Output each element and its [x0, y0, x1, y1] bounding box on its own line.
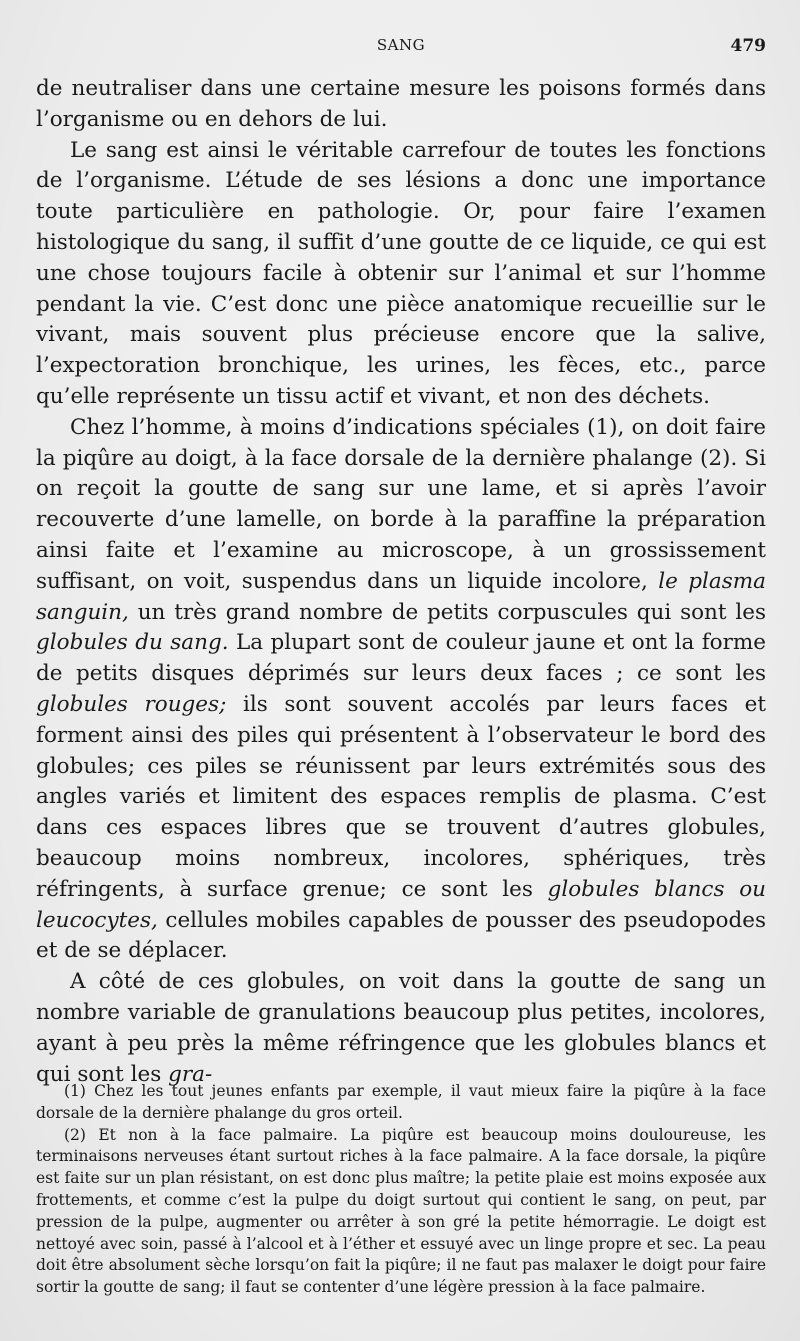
paragraph-3-text-d: ils sont souvent accolés par leurs faces et forment ainsi des piles qui présentent à l’observateur le bord des globules; ces piles se réunissent par leurs extrémités sous des angles variés et limitent des espaces remplis de plasma. C’est dans ces espaces libres que se trouvent d’autres globules, beaucoup moins nombreux, incolores, sphériques, très réfringents, à surface grenue; ce sont les — [36, 691, 766, 902]
paragraph-4 — [36, 967, 766, 1090]
italic-plasma-sanguin: le plasma sanguin, — [36, 568, 766, 625]
paragraph-3 — [36, 413, 766, 967]
paragraph-3-text-a: Chez l’homme, à moins d’indications spéciales (1), on doit faire la piqûre au doigt, à la face dorsale de la dernière phalange (2). Si on reçoit la goutte de sang sur une lame, et si après l’avoir recouverte d’une lamelle, on borde à la paraffine la préparation ainsi faite et l’examine au microscope, à un grossissement suffisant, on voit, suspendus dans un liquide incolore, — [36, 414, 766, 594]
footnotes — [36, 1081, 766, 1299]
footnote-1: (1) Chez les tout jeunes enfants par exemple, il vaut mieux faire la piqûre à la face dorsale de la dernière phalange du gros orteil. — [36, 1082, 766, 1122]
running-head — [36, 36, 766, 66]
paragraph-1: de neutraliser dans une certaine mesure les poisons formés dans l’organisme ou en dehors de lui. — [36, 76, 766, 132]
italic-gra: gra- — [168, 1061, 213, 1087]
body-text — [36, 74, 766, 1090]
italic-globules-rouges: globules rouges; — [36, 691, 227, 717]
paragraph-3-text-b: un très grand nombre de petits corpuscules qui sont les — [128, 599, 766, 625]
paragraph-4-text: A côté de ces globules, on voit dans la goutte de sang un nombre variable de granulations beaucoup plus petites, incolores, ayant à peu près la même réfringence que les globules blancs et qui sont les — [36, 969, 766, 1087]
italic-globules-blancs: globules blancs ou leucocytes, — [36, 876, 766, 933]
paragraph-3-text-c: La plupart sont de couleur jaune et ont la forme de petits disques déprimés sur leurs deux faces ; ce sont les — [36, 630, 766, 687]
paragraph-2: Le sang est ainsi le véritable carrefour de toutes les fonctions de l’organisme. L’étude de ses lésions a donc une importance toute particulière en pathologie. Or, pour faire l’examen histologique du sang, il suffit d’une goutte de ce liquide, ce qui est une chose toujours facile à obtenir sur l’animal et sur l’homme pendant la vie. C’est donc une pièce anatomique recueillie sur le vivant, mais souvent plus précieuse encore que la salive, l’expectoration bronchique, les urines, les fèces, etc., parce qu’elle représente un tissu actif et vivant, et non des déchets. — [36, 137, 766, 409]
footnote-2: (2) Et non à la face palmaire. La piqûre est beaucoup moins douloureuse, les terminaisons nerveuses étant surtout riches à la face palmaire. A la face dorsale, la piqûre est faite sur un plan résistant, on est donc plus maître; la petite plaie est moins exposée aux frottements, et comme c’est la pulpe du doigt surtout qui contient le sang, on peut, par pression de la pulpe, augmenter ou arrêter à son gré la petite hémorragie. Le doigt est nettoyé avec soin, passé à l’alcool et à l’éther et essuyé avec un linge propre et sec. La peau doit être absolument sèche lorsqu’on fait la piqûre; il ne faut pas malaxer le doigt pour faire sortir la goutte de sang; il faut se contenter d’une légère pression à la face palmaire. — [36, 1125, 766, 1297]
page-number: 479 — [730, 36, 766, 56]
paragraph-3-text-e: cellules mobiles capables de pousser des pseudopodes et de se déplacer. — [36, 907, 766, 964]
italic-globules-du-sang: globules du sang. — [36, 630, 229, 656]
running-head-title: SANG — [376, 36, 426, 54]
